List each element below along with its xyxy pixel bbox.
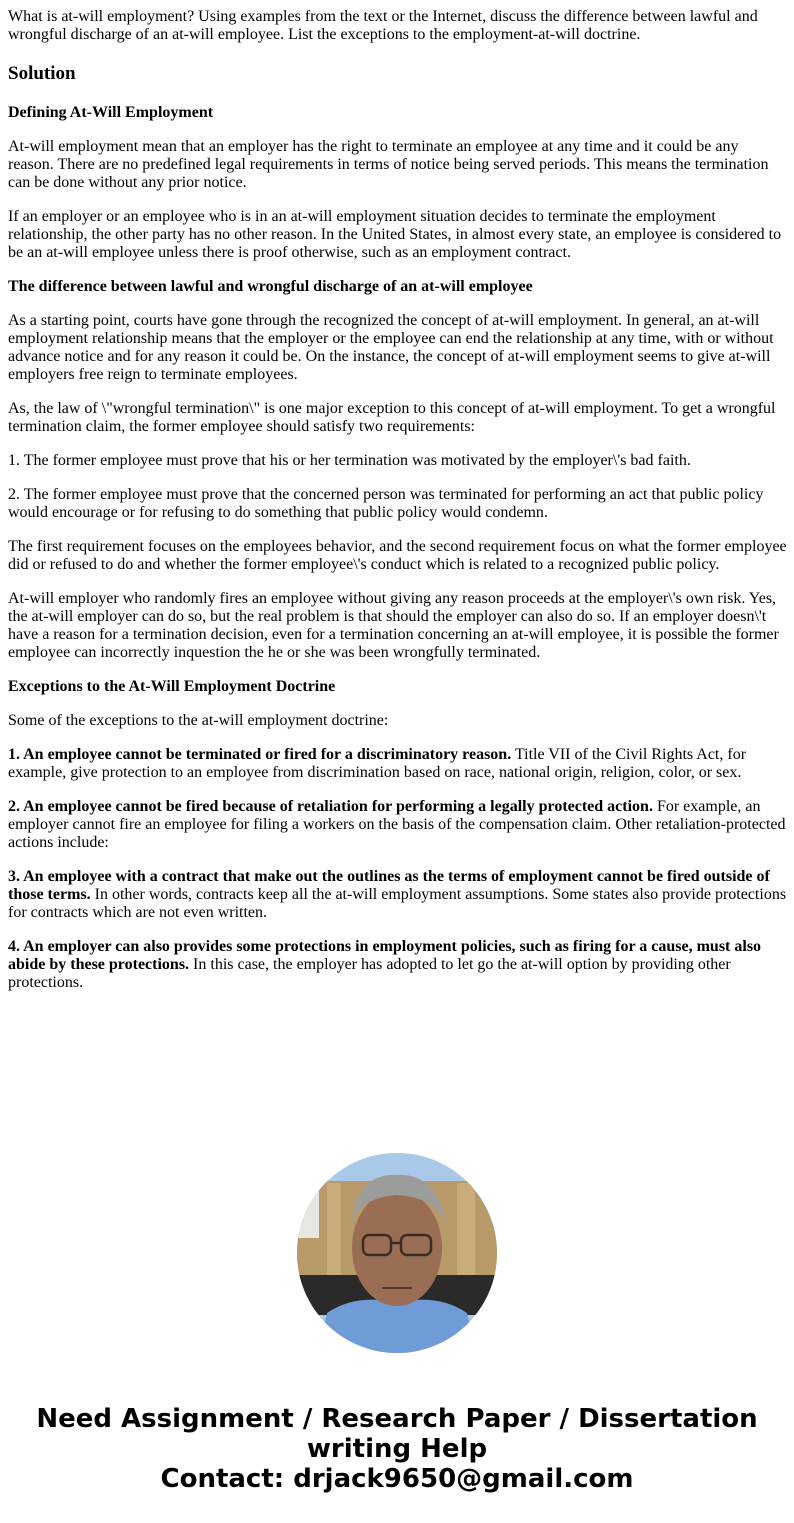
paragraph: At-will employment mean that an employer has the right to terminate an employee at any time and it could be any reason. There are no predefined legal requirements in terms of notice being served periods. This means the termination can be done without any prior notice. [8, 138, 769, 191]
exception-item [8, 938, 788, 992]
section-heading-difference: The difference between lawful and wrongful discharge of an at-will employee [8, 278, 533, 295]
footer-contact-banner [0, 1404, 794, 1494]
footer-line: Need Assignment / Research Paper / Dissertation [36, 1404, 758, 1434]
footer-line: writing Help [306, 1434, 488, 1464]
exception-text: In other words, contracts keep all the at-will employment assumptions. Some states also provide protections for contracts which are not even written. [8, 886, 787, 921]
exception-title: 2. An employee cannot be fired because of retaliation for performing a legally protected action. [8, 798, 653, 815]
paragraph: At-will employer who randomly fires an employee without giving any reason proceeds at the employer\'s own risk. Yes, the at-will employer can do so, but the real problem is that should the employer can also do so. If an employer doesn\'t have a reason for a termination decision, even for a termination concerning an at-will employee, it is possible the former employee can incorrectly inquestion the he or she was been wrongfully terminated. [8, 590, 779, 661]
exception-title: 4. An employer can also provides some protections in employment policies, such as firing for a cause, must also abide by these protections. [8, 938, 762, 973]
exception-text: Title VII of the Civil Rights Act, for example, give protection to an employee from discrimination based on race, national origin, religion, color, or sex. [8, 746, 747, 781]
avatar [297, 1153, 497, 1353]
solution-heading: Solution [8, 63, 76, 84]
section-heading-exceptions: Exceptions to the At-Will Employment Doctrine [8, 678, 336, 695]
footer-contact-email: Contact: drjack9650@gmail.com [160, 1464, 634, 1494]
paragraph: If an employer or an employee who is in an at-will employment situation decides to terminate the employment relationship, the other party has no other reason. In the United States, in almost every state, an employee is considered to be an at-will employee unless there is proof otherwise, such as an employment contract. [8, 208, 782, 261]
exception-item [8, 798, 788, 852]
paragraph: As a starting point, courts have gone through the recognized the concept of at-will employment. In general, an at-will employment relationship means that the employer or the employee can end the relationship at any time, with or without advance notice and for any reason it could be. On the instance, the concept of at-will employment seems to give at-will employers free reign to terminate employees. [8, 312, 774, 383]
section-heading-defining: Defining At-Will Employment [8, 104, 214, 121]
exception-item [8, 868, 788, 922]
exceptions-intro: Some of the exceptions to the at-will employment doctrine: [8, 712, 389, 729]
exception-item [8, 746, 788, 782]
paragraph: The first requirement focuses on the employees behavior, and the second requirement focus on what the former employee did or refused to do and whether the former employee\'s conduct which is related to a recognized public policy. [8, 538, 787, 573]
exception-title: 1. An employee cannot be terminated or fired for a discriminatory reason. [8, 746, 512, 763]
question-text: What is at-will employment? Using examples from the text or the Internet, discuss the difference between lawful and wrongful discharge of an at-will employee. List the exceptions to the employment-at-will doctrine. [8, 8, 758, 43]
requirement-item: 1. The former employee must prove that his or her termination was motivated by the employer\'s bad faith. [8, 452, 691, 469]
exception-text: In this case, the employer has adopted to let go the at-will option by providing other protections. [8, 956, 731, 991]
exception-title: 3. An employee with a contract that make out the outlines as the terms of employment cannot be fired outside of those terms. [8, 868, 770, 903]
requirement-item: 2. The former employee must prove that the concerned person was terminated for performing an act that public policy would encourage or for refusing to do something that public policy would condemn. [8, 486, 764, 521]
document-body [8, 8, 788, 1008]
portrait-photo-icon [297, 1153, 497, 1353]
paragraph: As, the law of \"wrongful termination\" is one major exception to this concept of at-will employment. To get a wrongful termination claim, the former employee should satisfy two requirements: [8, 400, 776, 435]
exception-text: For example, an employer cannot fire an employee for filing a workers on the basis of the compensation claim. Other retaliation-protected actions include: [8, 798, 786, 851]
